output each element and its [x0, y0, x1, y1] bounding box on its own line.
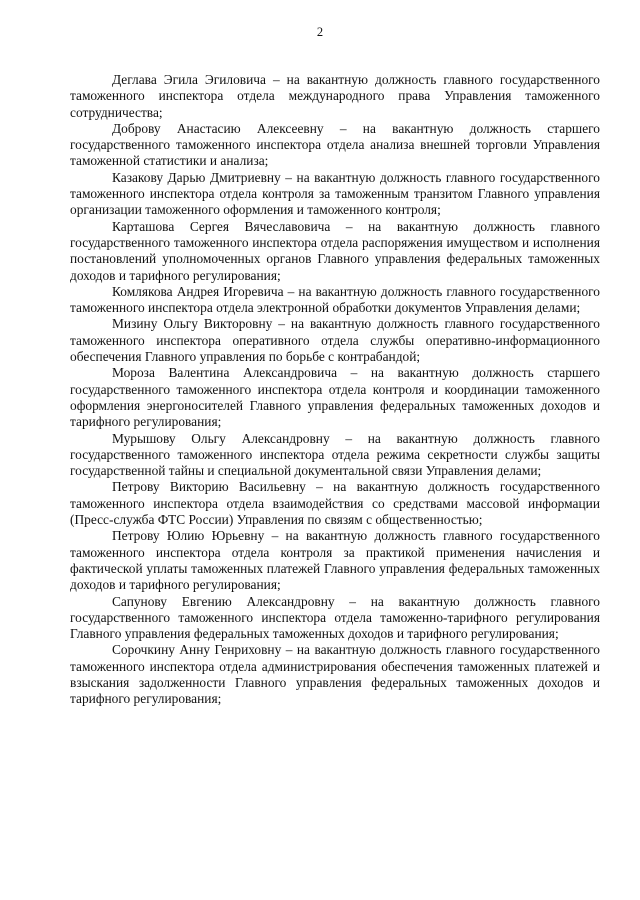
paragraph: Казакову Дарью Дмитриевну – на вакантную должность главного государственного таможенного инспектора отдела контроля за таможенным транзитом Главного управления организации таможенного оформления и таможенного контроля;	[70, 169, 600, 218]
paragraph: Сорочкину Анну Генриховну – на вакантную должность главного государственного таможенного инспектора отдела администрирования обеспечения таможенных платежей и взыскания задолженности Главного управления федеральных таможенных доходов и тарифного регулирования;	[70, 642, 600, 707]
paragraph: Карташова Сергея Вячеславовича – на вакантную должность главного государственного таможенного инспектора отдела распоряжения имуществом и исполнения постановлений уполномоченных органов Главного управления федеральных таможенных доходов и тарифного регулирования;	[70, 218, 600, 283]
page-number: 2	[316, 25, 324, 39]
paragraph: Петрову Викторию Васильевну – на вакантную должность государственного таможенного инспектора отдела взаимодействия со средствами массовой информации (Пресс-служба ФТС России) Управления по связям с общественностью;	[70, 479, 600, 528]
paragraph: Мизину Ольгу Викторовну – на вакантную должность главного государственного таможенного инспектора оперативного отдела службы оперативно-информационного обеспечения Главного управления по борьбе с контрабандой;	[70, 316, 600, 365]
paragraph: Петрову Юлию Юрьевну – на вакантную должность главного государственного таможенного инспектора отдела контроля за практикой применения начисления и фактической уплаты таможенных платежей Главного управления федеральных таможенных доходов и тарифного регулирования;	[70, 528, 600, 593]
paragraph: Деглава Эгила Эгиловича – на вакантную должность главного государственного таможенного инспектора отдела международного права Управления таможенного сотрудничества;	[70, 72, 600, 120]
paragraph: Доброву Анастасию Алексеевну – на вакантную должность старшего государственного таможенного инспектора отдела анализа внешней торговли Управления таможенной статистики и анализа;	[70, 120, 600, 169]
paragraph: Мороза Валентина Александровича – на вакантную должность старшего государственного таможенного инспектора отдела контроля и координации таможенного оформления энергоносителей Главного управления федеральных таможенных доходов и тарифного регулирования;	[70, 365, 600, 430]
paragraph: Комлякова Андрея Игоревича – на вакантную должность главного государственного таможенного инспектора отдела электронной обработки документов Управления делами;	[70, 283, 600, 316]
paragraph: Мурышову Ольгу Александровну – на вакантную должность главного государственного таможенного инспектора отдела режима секретности службы защиты государственной тайны и специальной документальной связи Управления делами;	[70, 430, 600, 479]
document-body	[70, 72, 600, 708]
paragraph: Сапунову Евгению Александровну – на вакантную должность главного государственного таможенного инспектора отдела таможенно-тарифного регулирования Главного управления федеральных таможенных доходов и тарифного регулирования;	[70, 593, 600, 642]
